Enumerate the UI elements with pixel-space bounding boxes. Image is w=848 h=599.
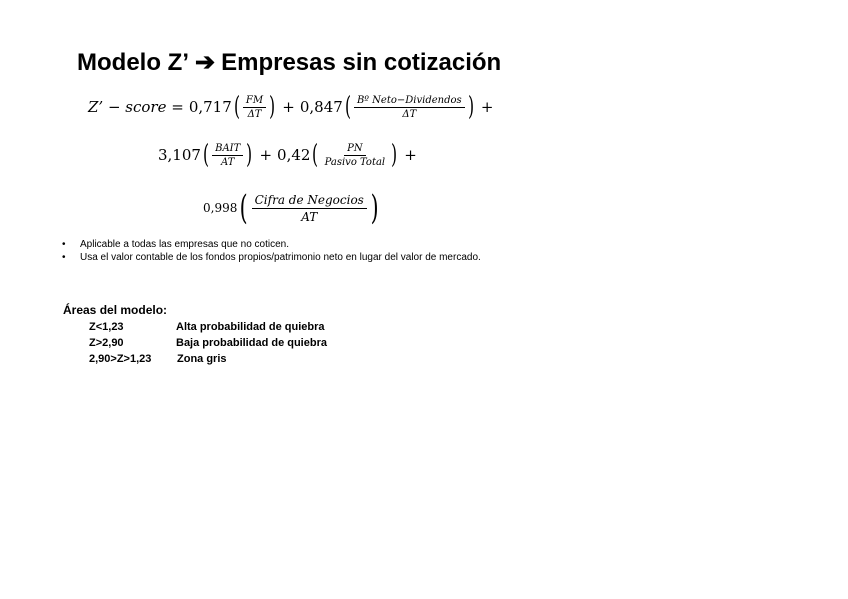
title-subject: Empresas sin cotización — [221, 49, 502, 76]
zone-description: Zona gris — [177, 353, 227, 365]
page-title — [77, 48, 501, 77]
fraction-5-numerator: Cifra de Negocios — [252, 193, 367, 209]
list-item-text: Aplicable a todas las empresas que no coticen. — [80, 239, 290, 250]
plus-sign: + — [404, 146, 417, 164]
fraction-2-denominator: ΔT — [402, 108, 417, 120]
zone-condition: Z>2,90 — [89, 337, 124, 349]
bullet-list — [62, 238, 502, 264]
arrow-right-icon: ➔ — [194, 49, 216, 76]
fraction-2-numerator: Bº Neto−Dividendos — [354, 95, 465, 108]
bullet-icon: • — [62, 239, 66, 250]
plus-sign: + — [480, 98, 494, 116]
formula-lhs: Z’ − score = — [88, 98, 184, 116]
fraction-5 — [252, 193, 367, 224]
fraction-3-denominator: AT — [221, 156, 235, 168]
fraction-3 — [212, 143, 243, 168]
fraction-1-denominator: ΔT — [247, 108, 262, 120]
fraction-3-numerator: BAIT — [212, 143, 243, 156]
formula-line-2: 3,107 ( $\frac{\text{BAIT}}{AT}$ ) + 0,42 ( $\frac{PN}{\text{Pasivo Total}}$ ) + — [158, 140, 417, 170]
zone-condition: Z<1,23 — [89, 321, 124, 333]
fraction-5-denominator: AT — [301, 209, 318, 224]
fraction-1 — [243, 95, 266, 120]
title-model: Modelo Z’ — [77, 49, 189, 76]
coef-5: 0,998 — [203, 201, 238, 215]
zone-condition: 2,90>Z>1,23 — [89, 353, 152, 365]
list-item — [62, 251, 502, 264]
coef-1: 0,717 — [188, 98, 232, 116]
zone-description: Baja probabilidad de quiebra — [176, 337, 327, 349]
coef-3: 3,107 — [158, 146, 201, 164]
list-item-text: Usa el valor contable de los fondos propios/patrimonio neto en lugar del valor de mercado. — [80, 252, 481, 263]
fraction-2 — [354, 95, 465, 120]
fraction-4-denominator: Pasivo Total — [324, 156, 386, 168]
fraction-1-numerator: FM — [243, 95, 266, 108]
plus-sign: + — [259, 146, 273, 164]
list-item — [62, 238, 502, 251]
formula-line-1: Z’ − score = 0,717 ( $\frac{FM}{\Delta T}$ ) + 0,847 ( $\frac{\text{Bº Neto−Dividendos}}{\Delta T}$ ) + — [88, 92, 494, 122]
fraction-4-numerator: PN — [344, 143, 365, 156]
fraction-4 — [322, 143, 389, 168]
coef-2: 0,847 — [299, 98, 343, 116]
areas-heading: Áreas del modelo: — [63, 303, 168, 317]
zone-description: Alta probabilidad de quiebra — [176, 321, 325, 333]
bullet-icon: • — [62, 252, 66, 263]
formula-line-3: 0,998 ( $\frac{\text{Cifra de Negocios}}{AT}$ ) — [203, 188, 379, 228]
coef-4: 0,42 — [277, 146, 311, 164]
plus-sign: + — [282, 98, 295, 116]
